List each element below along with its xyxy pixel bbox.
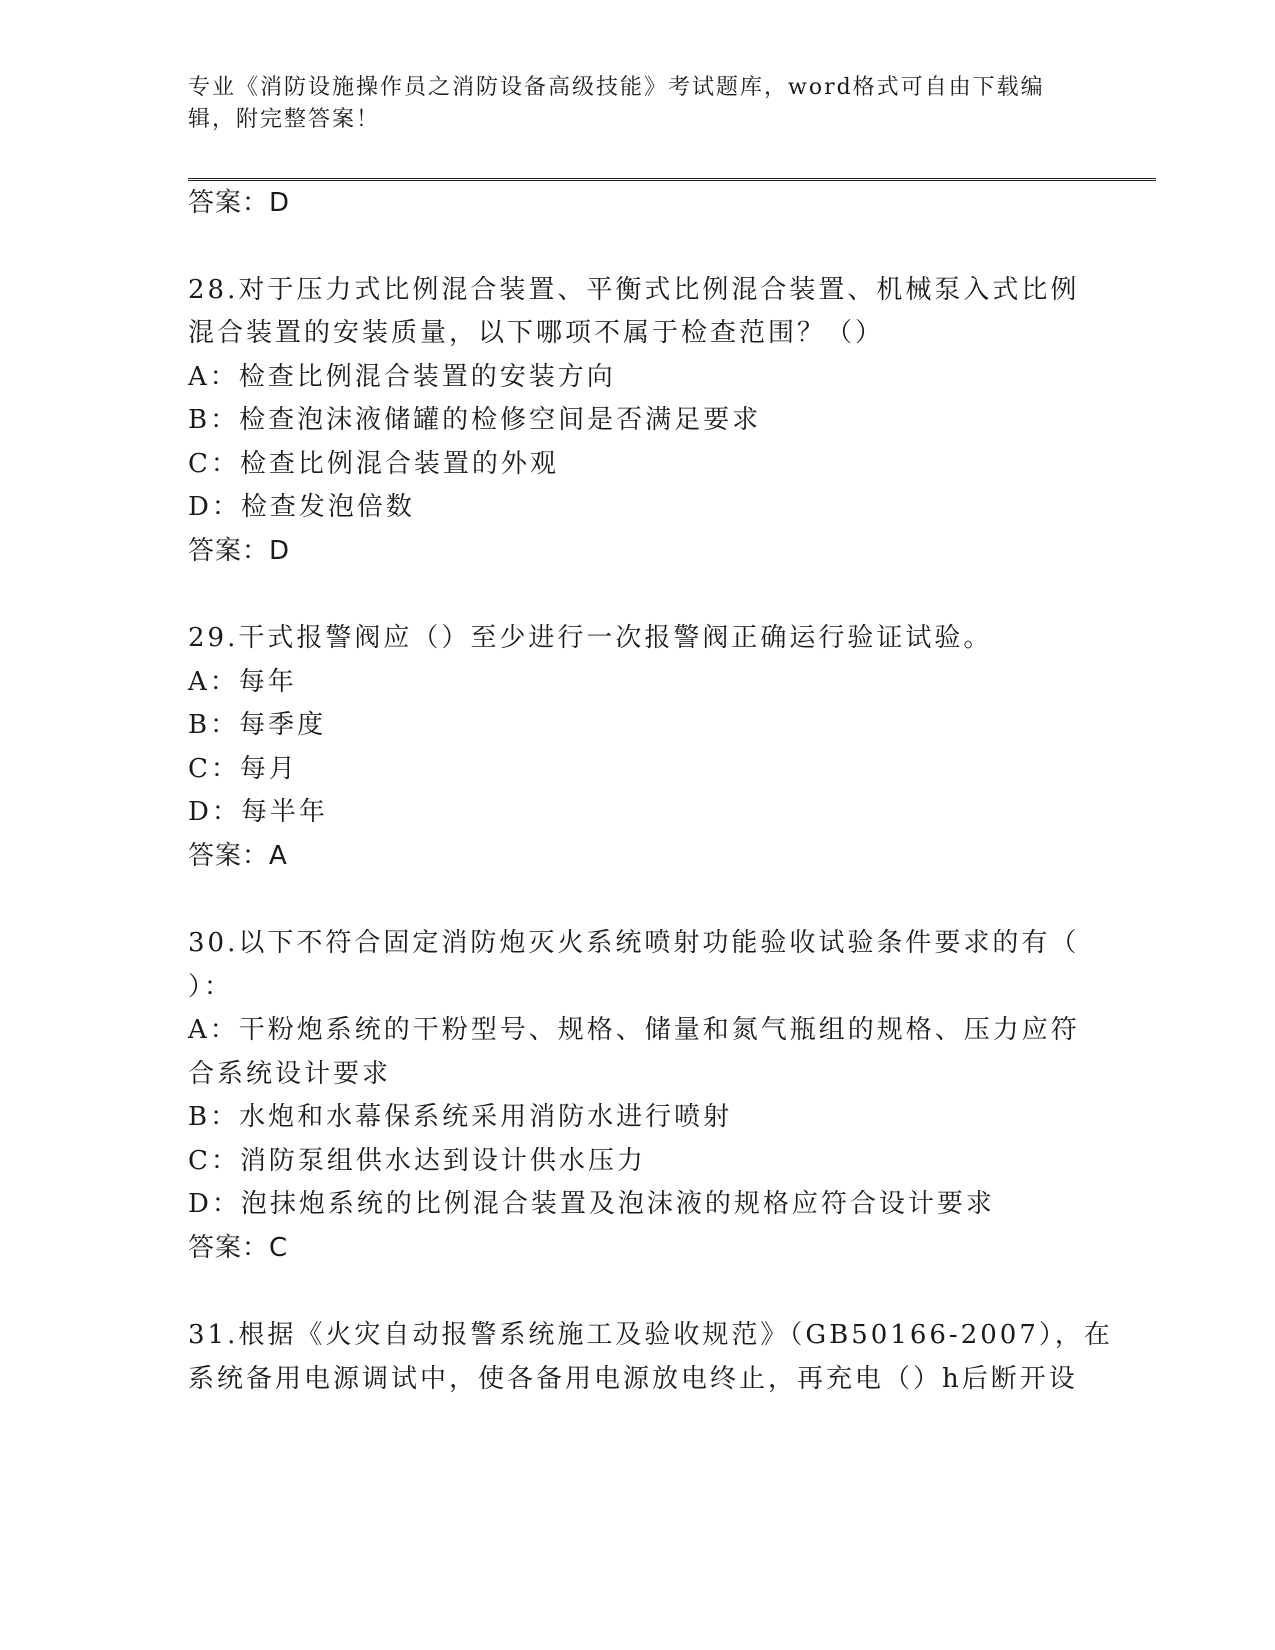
option-d: D：每半年 xyxy=(188,797,328,827)
question-stem: 31.根据《火灾自动报警系统施工及验收规范》（GB50166-2007），在 xyxy=(188,1320,1113,1350)
option-c: C：消防泵组供水达到设计供水压力 xyxy=(188,1146,646,1176)
question-stem: 28.对于压力式比例混合装置、平衡式比例混合装置、机械泵入式比例 xyxy=(188,275,1080,305)
option-d: D：检查发泡倍数 xyxy=(188,492,415,522)
header-line-2: 辑，附完整答案！ xyxy=(188,107,381,132)
option-d: D：泡抹炮系统的比例混合装置及泡沫液的规格应符合设计要求 xyxy=(188,1189,995,1219)
question-stem: 系统备用电源调试中，使各备用电源放电终止，再充电（）h后断开设 xyxy=(188,1364,1078,1394)
option-b: B：检查泡沫液储罐的检修空间是否满足要求 xyxy=(188,405,762,435)
option-b: B：水炮和水幕保系统采用消防水进行喷射 xyxy=(188,1102,733,1132)
answer: 答案：A xyxy=(188,841,288,871)
header-divider xyxy=(188,178,1156,181)
option-a: A：干粉炮系统的干粉型号、规格、储量和氮气瓶组的规格、压力应符 xyxy=(188,1015,1080,1045)
option-b: B：每季度 xyxy=(188,710,327,740)
answer: 答案：C xyxy=(188,1233,289,1263)
option-a: A：每年 xyxy=(188,667,297,697)
header-line-1: 专业《消防设施操作员之消防设备高级技能》考试题库，word格式可自由下载编 xyxy=(188,75,1045,100)
option-c: C：检查比例混合装置的外观 xyxy=(188,449,559,479)
header-text xyxy=(188,72,1088,136)
option-c: C：每月 xyxy=(188,754,298,784)
option-a-continued: 合系统设计要求 xyxy=(188,1059,392,1089)
question-stem: 29.干式报警阀应（）至少进行一次报警阀正确运行验证试验。 xyxy=(188,623,993,653)
question-stem: ）： xyxy=(188,972,234,1002)
option-a: A：检查比例混合装置的安装方向 xyxy=(188,362,616,392)
question-stem: 混合装置的安装质量，以下哪项不属于检查范围？（） xyxy=(188,318,885,348)
answer-27: 答案：D xyxy=(188,188,291,218)
answer: 答案：D xyxy=(188,536,291,566)
question-stem: 30.以下不符合固定消防炮灭火系统喷射功能验收试验条件要求的有（ xyxy=(188,928,1080,958)
